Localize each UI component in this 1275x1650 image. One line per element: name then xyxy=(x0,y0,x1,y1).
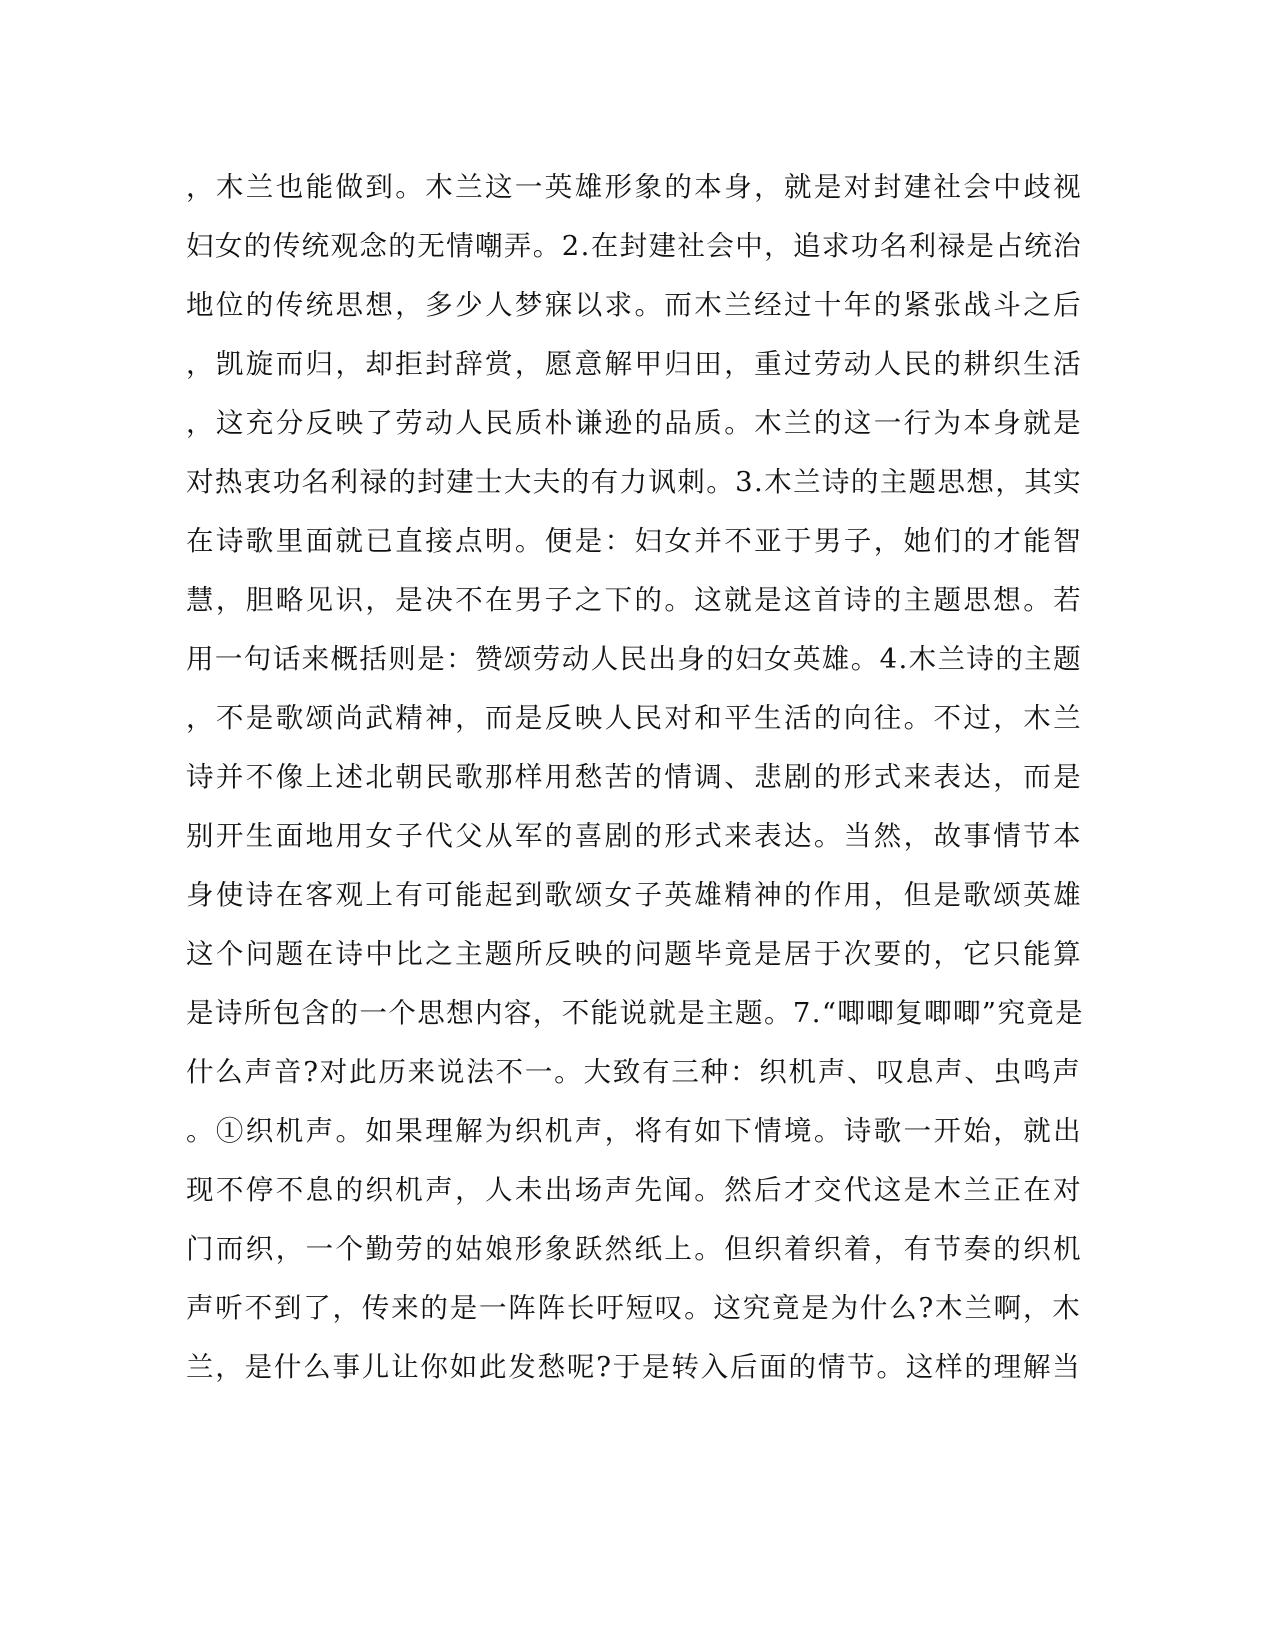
text-line-14: 这个问题在诗中比之主题所反映的问题毕竟是居于次要的，它只能算 xyxy=(186,938,1083,970)
body-text xyxy=(186,158,1086,1397)
text-line-10: ，不是歌颂尚武精神，而是反映人民对和平生活的向往。不过，木兰 xyxy=(186,702,1083,734)
text-line-18: 现不停不息的织机声，人未出场声先闻。然后才交代这是木兰正在对 xyxy=(186,1174,1083,1206)
text-line-20: 声听不到了，传来的是一阵阵长吁短叹。这究竟是为什么?木兰啊，木 xyxy=(186,1292,1082,1324)
text-line-13: 身使诗在客观上有可能起到歌颂女子英雄精神的作用，但是歌颂英雄 xyxy=(186,879,1083,911)
text-line-6: 对热衷功名利禄的封建士大夫的有力讽刺。3.木兰诗的主题思想，其实 xyxy=(186,466,1083,498)
text-line-12: 别开生面地用女子代父从军的喜剧的形式来表达。当然，故事情节本 xyxy=(186,820,1083,852)
text-line-11: 诗并不像上述北朝民歌那样用愁苦的情调、悲剧的形式来表达，而是 xyxy=(186,761,1083,793)
text-line-2: 妇女的传统观念的无情嘲弄。2.在封建社会中，追求功名利禄是占统治 xyxy=(186,230,1083,262)
text-line-7: 在诗歌里面就已直接点明。便是：妇女并不亚于男子，她们的才能智 xyxy=(186,525,1083,557)
text-line-5: ，这充分反映了劳动人民质朴谦逊的品质。木兰的这一行为本身就是 xyxy=(186,407,1083,439)
text-line-17: 。①织机声。如果理解为织机声，将有如下情境。诗歌一开始，就出 xyxy=(186,1115,1083,1147)
text-line-21: 兰，是什么事儿让你如此发愁呢?于是转入后面的情节。这样的理解当 xyxy=(186,1351,1082,1383)
text-line-9: 用一句话来概括则是：赞颂劳动人民出身的妇女英雄。4.木兰诗的主题 xyxy=(186,643,1083,675)
text-line-8: 慧，胆略见识，是决不在男子之下的。这就是这首诗的主题思想。若 xyxy=(186,584,1083,616)
text-line-3: 地位的传统思想，多少人梦寐以求。而木兰经过十年的紧张战斗之后 xyxy=(186,289,1083,321)
text-line-16: 什么声音?对此历来说法不一。大致有三种：织机声、叹息声、虫鸣声 xyxy=(186,1056,1082,1088)
text-line-4: ，凯旋而归，却拒封辞赏，愿意解甲归田，重过劳动人民的耕织生活 xyxy=(186,348,1083,380)
text-line-19: 门而织，一个勤劳的姑娘形象跃然纸上。但织着织着，有节奏的织机 xyxy=(186,1233,1083,1265)
text-line-1: ，木兰也能做到。木兰这一英雄形象的本身，就是对封建社会中歧视 xyxy=(186,171,1083,203)
text-line-15: 是诗所包含的一个思想内容，不能说就是主题。7.“唧唧复唧唧”究竟是 xyxy=(186,997,1085,1029)
